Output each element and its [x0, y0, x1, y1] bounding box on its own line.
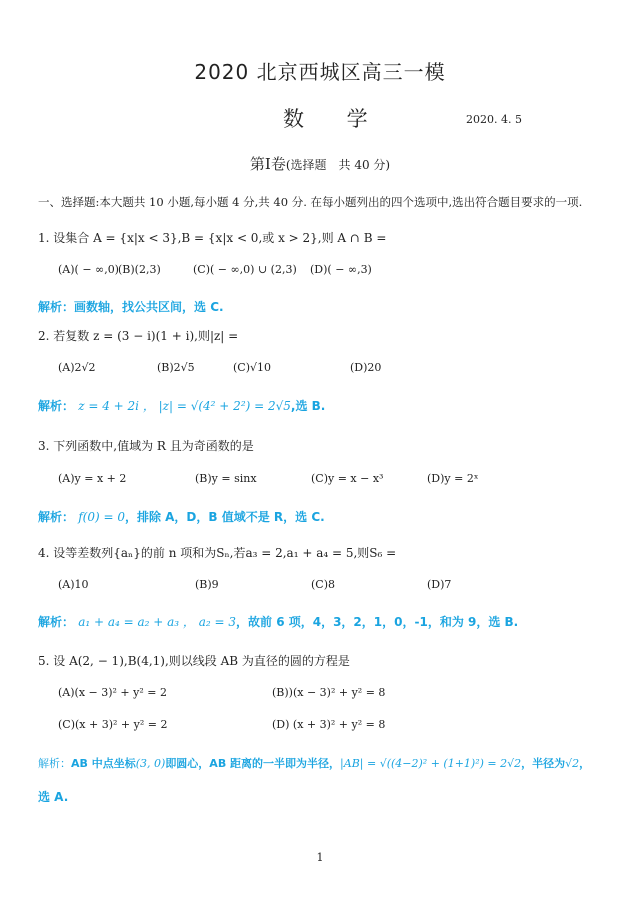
question-4-answer — [38, 613, 518, 630]
answer-text-d: ， — [579, 757, 591, 770]
question-3-option-a: (A)y = x + 2 — [58, 472, 127, 485]
question-4-option-d: (D)7 — [427, 578, 452, 591]
answer-label: 解析： — [38, 510, 75, 524]
answer-label: 解析： — [38, 300, 75, 314]
answer-math: a₁ + a₄ = a₂ + a₃ ， a₂ = 3 — [78, 615, 237, 629]
exam-date: 2020. 4. 5 — [466, 113, 522, 126]
question-5-option-a: (A)(x − 3)² + y² = 2 — [58, 686, 167, 699]
page-number: 1 — [316, 851, 324, 864]
question-3-option-d: (D)y = 2ˣ — [427, 472, 479, 485]
question-5-answer-line2: 选 A. — [38, 790, 69, 804]
answer-math: z = 4 + 2i ， |z| = √(4² + 2²) = 2√5 — [78, 399, 291, 413]
question-1-option-d: (D)( − ∞,3) — [310, 263, 372, 276]
question-2-option-c: (C)√10 — [233, 361, 272, 374]
question-1-option-b: (B)(2,3) — [118, 263, 161, 276]
answer-text: 画数轴，找公共区间，选 C. — [74, 300, 224, 314]
answer-text-b: 即圆心，AB 距离的一半即为半径， — [165, 757, 341, 770]
answer-text-a: AB 中点坐标 — [71, 757, 136, 770]
question-4-stem: 4. 设等差数列{aₙ}的前 n 项和为Sₙ,若a₃ = 2,a₁ + a₄ = 5,则S₆ = — [38, 546, 397, 560]
question-1-option-a: (A)( − ∞,0) — [58, 263, 119, 276]
answer-math: f(0) = 0 — [78, 510, 125, 524]
question-2-stem: 2. 若复数 z = (3 − i)(1 + i),则|z| = — [38, 329, 239, 343]
question-4-option-a: (A)10 — [58, 578, 89, 591]
question-3-option-c: (C)y = x − x³ — [311, 472, 384, 485]
question-5-stem: 5. 设 A(2, − 1),B(4,1),则以线段 AB 为直径的圆的方程是 — [38, 654, 350, 668]
volume-note: (选择题 共 40 分) — [285, 158, 391, 172]
answer-text: ，故前 6 项，4，3，2，1，0，-1，和为 9，选 B. — [236, 615, 519, 629]
page-title: 2020 北京西城区高三一模 — [194, 60, 446, 84]
answer-text: ，排除 A，D，B 值域不是 R，选 C. — [124, 510, 325, 524]
question-2-option-b: (B)2√5 — [157, 361, 195, 374]
question-1-answer — [38, 298, 224, 315]
answer-text: ,选 B. — [290, 399, 326, 413]
question-3-stem: 3. 下列函数中,值域为 R 且为奇函数的是 — [38, 439, 254, 453]
question-1-stem: 1. 设集合 A = {x|x < 3},B = {x|x < 0,或 x > 2},则 A ∩ B = — [38, 231, 387, 245]
answer-label: 解析： — [38, 615, 75, 629]
volume-main: 第Ⅰ卷 — [249, 155, 286, 173]
answer-math-a: (3, 0) — [135, 757, 166, 770]
question-4-option-b: (B)9 — [195, 578, 219, 591]
answer-label: 解析： — [38, 399, 75, 413]
question-2-option-d: (D)20 — [350, 361, 382, 374]
answer-math-b: |AB| = √((4−2)² + (1+1)²) = 2√2 — [340, 757, 522, 770]
question-1-option-c: (C)( − ∞,0) ∪ (2,3) — [193, 263, 297, 276]
answer-math-c: √2 — [565, 757, 580, 770]
question-4-option-c: (C)8 — [311, 578, 335, 591]
question-5-option-c: (C)(x + 3)² + y² = 2 — [58, 718, 168, 731]
volume-heading — [0, 153, 640, 174]
question-3-answer — [38, 508, 325, 525]
question-2-option-a: (A)2√2 — [58, 361, 96, 374]
section-instructions: 一、选择题:本大题共 10 小题,每小题 4 分,共 40 分. 在每小题列出的四个选项中,选出符合题目要求的一项. — [38, 195, 583, 209]
question-5-option-d: (D) (x + 3)² + y² = 8 — [272, 718, 386, 731]
question-5-answer — [38, 755, 590, 771]
answer-text-c: ，半径为 — [521, 757, 566, 770]
question-3-option-b: (B)y = sinx — [195, 472, 257, 485]
answer-label: 解析： — [38, 757, 71, 770]
question-2-answer — [38, 397, 325, 414]
question-5-option-b: (B))(x − 3)² + y² = 8 — [272, 686, 386, 699]
subject-title: 数 学 — [283, 107, 386, 131]
